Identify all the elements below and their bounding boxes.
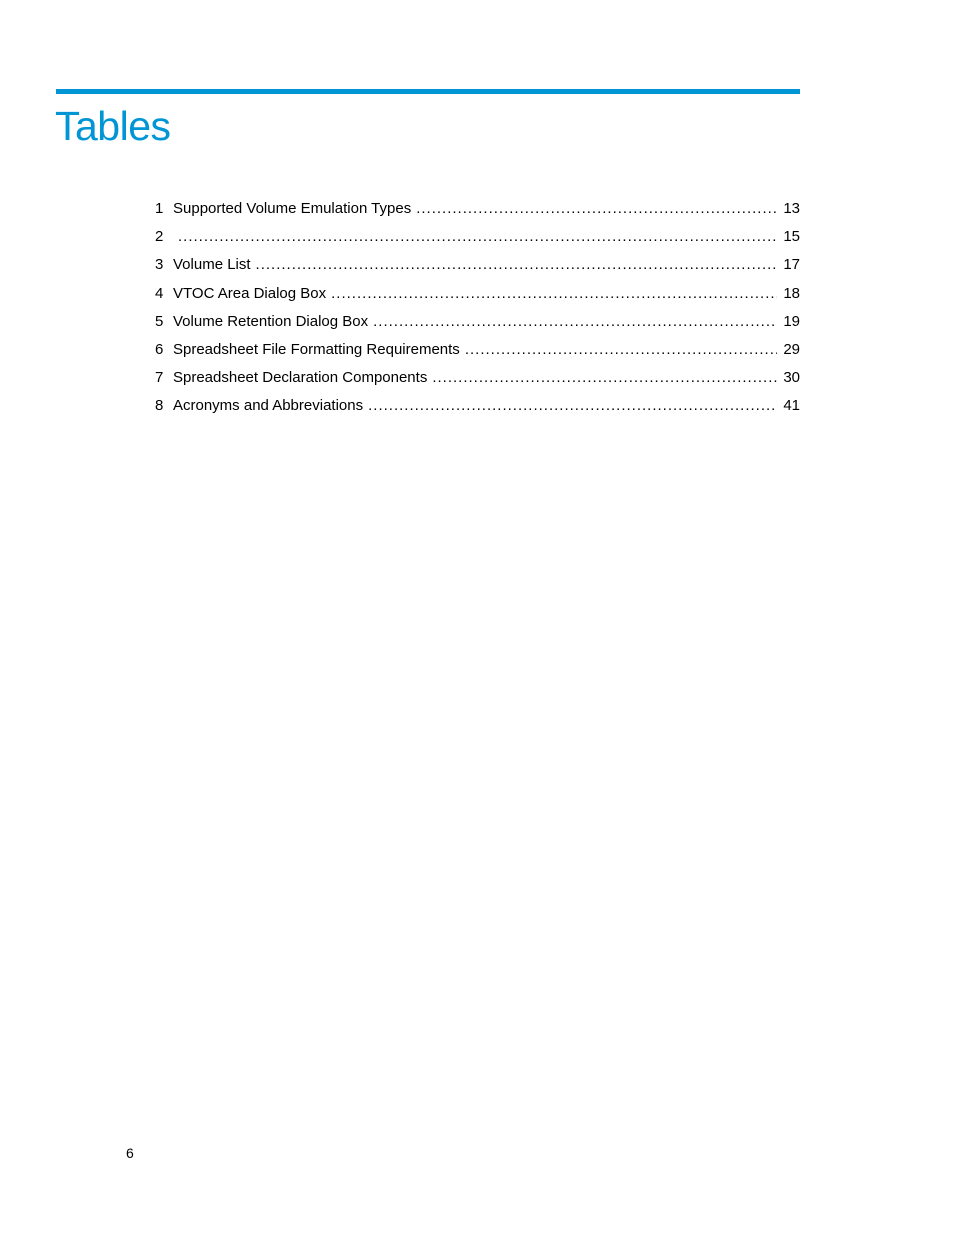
toc-entry-page[interactable]: 13 (783, 200, 800, 217)
toc-entry-title[interactable]: Spreadsheet Declaration Components (173, 369, 428, 387)
toc-entry[interactable] (155, 308, 800, 336)
toc-dot-leader (373, 308, 777, 336)
toc-dot-leader (416, 195, 777, 223)
toc-entry-number: 5 (155, 312, 164, 330)
table-of-contents (155, 195, 800, 421)
toc-entry-page[interactable]: 18 (783, 284, 800, 302)
toc-entry-page[interactable]: 30 (783, 369, 800, 387)
toc-dot-leader (432, 364, 777, 392)
toc-entry-number: 3 (155, 256, 164, 274)
toc-entry[interactable] (155, 336, 800, 364)
toc-entry-title[interactable]: Supported Volume Emulation Types (173, 200, 412, 217)
page-title: Tables (55, 103, 171, 149)
toc-entry-number: 1 (155, 200, 164, 217)
toc-dot-leader (178, 223, 777, 251)
toc-entry-page[interactable]: 41 (783, 397, 800, 415)
toc-entry-number: 4 (155, 284, 164, 302)
toc-entry[interactable] (155, 364, 800, 392)
toc-entry-title[interactable]: Acronyms and Abbreviations (173, 397, 364, 415)
toc-entry[interactable] (155, 392, 800, 420)
toc-entry-title[interactable]: Volume List (173, 256, 251, 274)
toc-entry-page[interactable]: 15 (783, 228, 800, 246)
toc-dot-leader (331, 280, 777, 308)
toc-dot-leader (368, 392, 777, 420)
toc-entry[interactable] (155, 195, 800, 223)
toc-entry-title[interactable]: VTOC Area Dialog Box (173, 284, 327, 302)
toc-dot-leader (256, 251, 777, 279)
toc-entry-page[interactable]: 17 (783, 256, 800, 274)
toc-entry-number: 2 (155, 228, 164, 246)
toc-entry-number: 8 (155, 397, 164, 415)
toc-entry-title[interactable]: Volume Retention Dialog Box (173, 312, 369, 330)
toc-entry[interactable] (155, 223, 800, 251)
toc-entry-page[interactable]: 29 (783, 340, 800, 358)
title-rule (56, 89, 800, 94)
toc-entry-number: 6 (155, 340, 164, 358)
toc-entry-number: 7 (155, 369, 164, 387)
toc-dot-leader (465, 336, 777, 364)
toc-entry-page[interactable]: 19 (783, 312, 800, 330)
toc-entry-title[interactable]: Spreadsheet File Formatting Requirements (173, 340, 460, 358)
page-number: 6 (126, 1145, 134, 1161)
toc-entry[interactable] (155, 251, 800, 279)
toc-entry[interactable] (155, 280, 800, 308)
